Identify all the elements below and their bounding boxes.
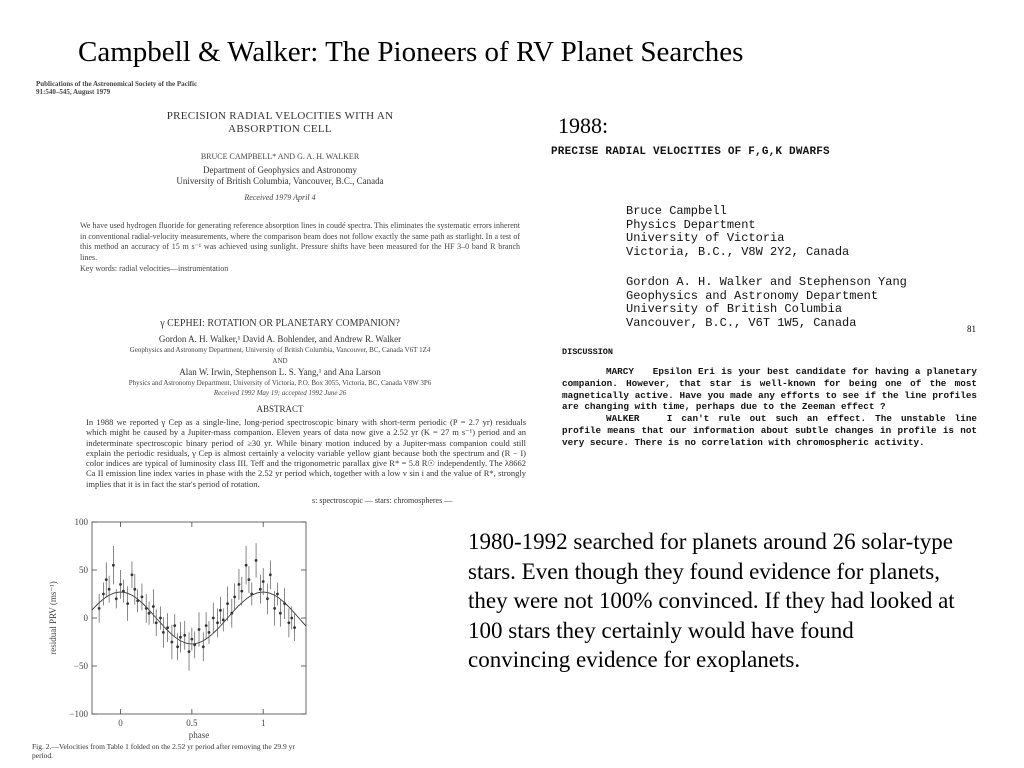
data-point	[170, 641, 173, 644]
data-point	[188, 650, 191, 653]
data-point	[245, 564, 248, 567]
remark-walker: I can't rule out such an effect. The unstable line profile means that our information about subtle changes in profile is not very secure. There is no correlation with chromospheric activity.	[562, 413, 977, 448]
data-point	[119, 583, 122, 586]
speaker-walker: WALKER	[606, 413, 640, 425]
article2-authors2: Alan W. Irwin, Stephenson L. S. Yang,¹ and Ana Larson	[179, 367, 381, 377]
x-axis-label: phase	[188, 730, 210, 740]
article1-univ: University of British Columbia, Vancouver, B.C., Canada	[176, 176, 384, 186]
data-point	[152, 605, 155, 608]
data-point	[193, 643, 196, 646]
year-label: 1988:	[558, 113, 609, 138]
article2-affil2: Physics and Astronomy Department, University of Victoria, P.O. Box 3055, Victoria, BC, Canada V8W 3P6	[128, 379, 432, 387]
x-tick-label: 0.5	[186, 718, 198, 728]
article1-dept: Department of Geophysics and Astronomy	[203, 165, 357, 175]
data-point	[176, 645, 179, 648]
data-point	[98, 607, 101, 610]
data-point	[212, 617, 215, 620]
article2-authors1: Gordon A. H. Walker,¹ David A. Bohlender, and Andrew R. Walker	[158, 334, 402, 344]
article2-abstract: In 1988 we reported γ Cep as a single-line, long-period spectroscopic binary with short-term periodic (P = 2.7 yr) residuals which might be caused by a Jupiter-mass companion. Eleven years of data now give a 2.52 yr (K = 27 m s⁻¹) period and an indeterminate spectroscopic binary period of ≥30 yr. While binary motion induced by a Jupiter-mass companion could still explain the periodic residuals, γ Cep is almost certainly a velocity variable yellow giant because both the spectrum and (R − I) color indices are typical of luminosity class III. Teff and the trigonometric parallax give R* = 5.8 R☉ independently. The λ8662 Ca II emission line index varies in phase with the 2.52 yr period which, together with a low v sin i and the value of R*, strongly implies that it is in fact the star's period of rotation.	[86, 417, 526, 489]
x-tick-label: 1	[260, 718, 266, 728]
data-point	[183, 634, 186, 637]
typescript-address-campbell: Bruce Campbell Physics Department University of Victoria Victoria, B.C., V8W 2Y2, Canada	[626, 204, 850, 259]
data-point	[208, 631, 211, 634]
data-point	[198, 628, 201, 631]
data-point	[293, 626, 296, 629]
data-point	[222, 619, 225, 622]
data-point	[226, 602, 229, 605]
article1-affiliation	[130, 165, 430, 187]
data-point	[105, 578, 108, 581]
article1-title: PRECISION RADIAL VELOCITIES WITH AN ABSORPTION CELL	[166, 110, 394, 135]
journal-name: Publications of the Astronomical Society of the Pacific	[36, 80, 198, 88]
data-point	[255, 559, 258, 562]
x-tick-label: 0	[118, 718, 123, 728]
data-point	[190, 638, 193, 641]
data-point	[230, 612, 233, 615]
data-point	[126, 602, 129, 605]
data-point	[273, 607, 276, 610]
data-point	[173, 624, 176, 627]
scanned-article	[30, 78, 526, 510]
page-number: 81	[967, 324, 976, 334]
data-point	[112, 564, 115, 567]
y-tick-label: −50	[73, 661, 88, 671]
figure-caption: Fig. 2.—Velocities from Table 1 folded on the 2.52 yr period after removing the 29.9 yr period.	[32, 742, 295, 760]
data-point	[122, 590, 125, 593]
article2-received: Received 1992 May 19; accepted 1992 June 26	[213, 389, 347, 397]
body-text: 1980-1992 searched for planets around 26 solar-type stars. Even though they found evidence for planets, they were not 100% convinced. If they had looked at 100 stars they certainly would have found convincing evidence for exoplanets.	[468, 529, 955, 672]
remark-marcy: Epsilon Eri is your best candidate for having a planetary companion. However, that star is well-known for being one of the most magnetically active. Have you made any efforts to see if the line profiles are changing with time, perhaps due to the Zeeman effect ?	[562, 366, 977, 413]
article1-abstract: We have used hydrogen fluoride for generating reference absorption lines in coudé spectra. This eliminates the systematic errors inherent in conventional radial-velocity measurements, where the comparison beam does not follow exactly the same path as starlight. In a test of this method an accuracy of 15 m s⁻¹ was achieved using sunlight. Pressure shifts have been measured for the HF 3–0 band R branch lines.	[80, 221, 520, 262]
article2-keywords-fragment: s: spectroscopic — stars: chromospheres —	[312, 496, 453, 505]
data-point	[240, 590, 243, 593]
article1-keywords: Key words: radial velocities—instrumentation	[80, 264, 229, 273]
data-point	[136, 599, 139, 602]
data-point	[205, 624, 208, 627]
discussion-body	[562, 366, 977, 449]
data-point	[266, 597, 269, 600]
data-point	[283, 602, 286, 605]
data-point	[259, 588, 262, 591]
article1-authors: BRUCE CAMPBELL* AND G. A. H. WALKER	[200, 152, 360, 161]
data-point	[179, 636, 182, 639]
y-tick-label: 100	[74, 517, 88, 527]
article2-title: γ CEPHEI: ROTATION OR PLANETARY COMPANION?	[160, 318, 400, 329]
phase-folded-rv-chart	[30, 510, 310, 768]
data-point	[202, 645, 205, 648]
data-point	[159, 617, 162, 620]
data-point	[279, 612, 282, 615]
speaker-marcy: MARCY	[606, 366, 634, 377]
data-point	[133, 588, 136, 591]
data-point	[250, 593, 253, 596]
data-point	[162, 631, 165, 634]
article2-abstract-heading: ABSTRACT	[256, 404, 304, 414]
typescript-address-walker: Gordon A. H. Walker and Stephenson Yang Geophysics and Astronomy Department University of British Columbia Vancouver, B.C., V6T 1W5, Canada	[626, 275, 907, 330]
data-point	[233, 595, 236, 598]
article1-received: Received 1979 April 4	[244, 193, 316, 202]
data-point	[102, 593, 105, 596]
article2-and: AND	[272, 357, 288, 365]
journal-pages: 91:540–545, August 1979	[36, 88, 111, 96]
data-point	[141, 595, 144, 598]
article2-affil1: Geophysics and Astronomy Department, University of British Columbia, Vancouver, BC, Canada V6T 1Z4	[129, 346, 431, 354]
data-point	[269, 573, 272, 576]
y-tick-label: 50	[79, 565, 88, 575]
slide-title: Campbell & Walker: The Pioneers of RV Planet Searches	[78, 36, 744, 68]
data-point	[115, 597, 118, 600]
data-point	[155, 621, 158, 624]
y-axis-label: residual PRV (ms⁻¹)	[48, 581, 58, 655]
data-point	[216, 621, 219, 624]
data-point	[276, 593, 279, 596]
data-point	[131, 573, 134, 576]
data-point	[166, 626, 169, 629]
data-point	[262, 580, 265, 583]
data-point	[108, 588, 111, 591]
data-point	[290, 617, 293, 620]
data-point	[219, 609, 222, 612]
data-point	[238, 583, 241, 586]
y-tick-label: −100	[69, 709, 88, 719]
discussion-heading: DISCUSSION	[562, 347, 614, 357]
data-point	[148, 612, 151, 615]
typescript-title: PRECISE RADIAL VELOCITIES OF F,G,K DWARFS	[551, 146, 830, 158]
journal-header	[36, 80, 197, 96]
y-tick-label: 0	[83, 613, 88, 623]
data-point	[287, 621, 290, 624]
data-point	[248, 578, 251, 581]
data-point	[145, 607, 148, 610]
